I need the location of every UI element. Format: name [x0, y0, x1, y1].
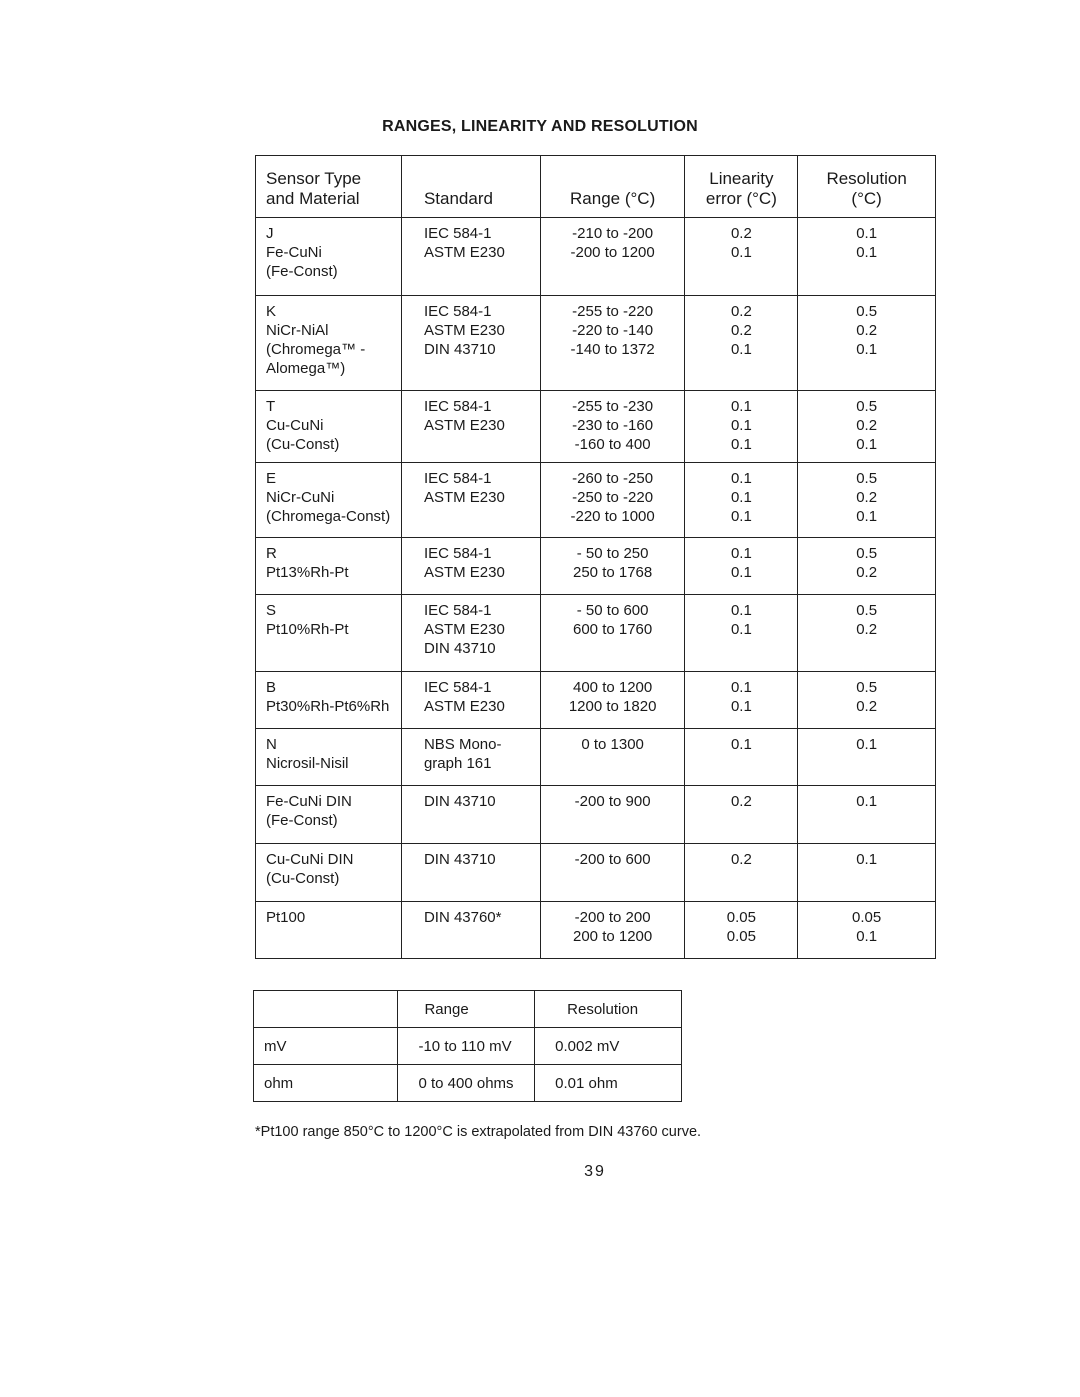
- cell-linearity: 0.2 0.2 0.1: [685, 296, 798, 391]
- table-row: [256, 463, 936, 538]
- cell-resolution: 0.5 0.2: [798, 595, 936, 672]
- small-table-row: [254, 1028, 682, 1065]
- header-sensor: Sensor Type and Material: [256, 156, 402, 218]
- table-row: [256, 296, 936, 391]
- cell-resolution: 0.05 0.1: [798, 902, 936, 959]
- cell-sensor: Pt100: [256, 902, 402, 959]
- page-title: RANGES, LINEARITY AND RESOLUTION: [382, 118, 698, 135]
- cell-sensor: K NiCr-NiAl (Chromega™ - Alomega™): [256, 296, 402, 391]
- table-row: [256, 844, 936, 902]
- small-cell: 0 to 400 ohms: [398, 1065, 535, 1102]
- cell-sensor: Fe-CuNi DIN (Fe-Const): [256, 786, 402, 844]
- cell-linearity: 0.1 0.1: [685, 595, 798, 672]
- cell-range: -255 to -220 -220 to -140 -140 to 1372: [540, 296, 685, 391]
- cell-sensor: B Pt30%Rh-Pt6%Rh: [256, 672, 402, 729]
- small-cell: [254, 991, 398, 1028]
- cell-range: -200 to 600: [540, 844, 685, 902]
- cell-standard: DIN 43710: [401, 786, 540, 844]
- small-table-row: [254, 1065, 682, 1102]
- cell-linearity: 0.2: [685, 844, 798, 902]
- small-cell: mV: [254, 1028, 398, 1065]
- cell-range: - 50 to 250 250 to 1768: [540, 538, 685, 595]
- header-resolution: Resolution (°C): [798, 156, 936, 218]
- cell-resolution: 0.1: [798, 844, 936, 902]
- cell-standard: IEC 584-1 ASTM E230 DIN 43710: [401, 595, 540, 672]
- cell-linearity: 0.1 0.1 0.1: [685, 463, 798, 538]
- small-table-header: [254, 991, 682, 1028]
- footnote: *Pt100 range 850°C to 1200°C is extrapolated from DIN 43760 curve.: [255, 1124, 702, 1140]
- cell-linearity: 0.1 0.1 0.1: [685, 391, 798, 463]
- cell-range: 400 to 1200 1200 to 1820: [540, 672, 685, 729]
- cell-range: -200 to 900: [540, 786, 685, 844]
- cell-resolution: 0.5 0.2 0.1: [798, 296, 936, 391]
- table-row: [256, 672, 936, 729]
- cell-linearity: 0.2: [685, 786, 798, 844]
- cell-linearity: 0.1 0.1: [685, 672, 798, 729]
- cell-standard: IEC 584-1 ASTM E230 DIN 43710: [401, 296, 540, 391]
- cell-sensor: J Fe-CuNi (Fe-Const): [256, 218, 402, 296]
- small-cell: Resolution: [535, 991, 682, 1028]
- cell-resolution: 0.1: [798, 786, 936, 844]
- cell-resolution: 0.5 0.2: [798, 672, 936, 729]
- cell-linearity: 0.2 0.1: [685, 218, 798, 296]
- cell-range: -210 to -200 -200 to 1200: [540, 218, 685, 296]
- small-cell: ohm: [254, 1065, 398, 1102]
- cell-sensor: S Pt10%Rh-Pt: [256, 595, 402, 672]
- header-range: Range (°C): [540, 156, 685, 218]
- header-linearity: Linearity error (°C): [685, 156, 798, 218]
- table-row: [256, 902, 936, 959]
- cell-sensor: E NiCr-CuNi (Chromega-Const): [256, 463, 402, 538]
- cell-standard: IEC 584-1 ASTM E230: [401, 538, 540, 595]
- cell-standard: IEC 584-1 ASTM E230: [401, 391, 540, 463]
- table-row: [256, 218, 936, 296]
- cell-linearity: 0.1 0.1: [685, 538, 798, 595]
- cell-range: -255 to -230 -230 to -160 -160 to 400: [540, 391, 685, 463]
- electrical-ranges-table: [253, 990, 682, 1102]
- cell-standard: DIN 43760*: [401, 902, 540, 959]
- ranges-table: [255, 155, 936, 959]
- cell-resolution: 0.5 0.2 0.1: [798, 391, 936, 463]
- cell-resolution: 0.5 0.2 0.1: [798, 463, 936, 538]
- small-cell: -10 to 110 mV: [398, 1028, 535, 1065]
- table-header-row: [256, 156, 936, 218]
- cell-sensor: Cu-CuNi DIN (Cu-Const): [256, 844, 402, 902]
- small-cell: 0.002 mV: [535, 1028, 682, 1065]
- cell-range: -200 to 200 200 to 1200: [540, 902, 685, 959]
- cell-linearity: 0.1: [685, 729, 798, 786]
- small-cell: 0.01 ohm: [535, 1065, 682, 1102]
- cell-standard: DIN 43710: [401, 844, 540, 902]
- cell-standard: IEC 584-1 ASTM E230: [401, 672, 540, 729]
- cell-resolution: 0.5 0.2: [798, 538, 936, 595]
- cell-sensor: T Cu-CuNi (Cu-Const): [256, 391, 402, 463]
- table-row: [256, 391, 936, 463]
- table-row: [256, 595, 936, 672]
- cell-standard: IEC 584-1 ASTM E230: [401, 218, 540, 296]
- table-row: [256, 538, 936, 595]
- header-standard: Standard: [401, 156, 540, 218]
- small-cell: Range: [398, 991, 535, 1028]
- cell-linearity: 0.05 0.05: [685, 902, 798, 959]
- cell-range: - 50 to 600 600 to 1760: [540, 595, 685, 672]
- cell-range: 0 to 1300: [540, 729, 685, 786]
- cell-range: -260 to -250 -250 to -220 -220 to 1000: [540, 463, 685, 538]
- table-row: [256, 786, 936, 844]
- page-number: 39: [584, 1163, 606, 1180]
- cell-resolution: 0.1 0.1: [798, 218, 936, 296]
- table-row: [256, 729, 936, 786]
- cell-sensor: R Pt13%Rh-Pt: [256, 538, 402, 595]
- cell-sensor: N Nicrosil-Nisil: [256, 729, 402, 786]
- cell-standard: IEC 584-1 ASTM E230: [401, 463, 540, 538]
- cell-resolution: 0.1: [798, 729, 936, 786]
- cell-standard: NBS Mono- graph 161: [401, 729, 540, 786]
